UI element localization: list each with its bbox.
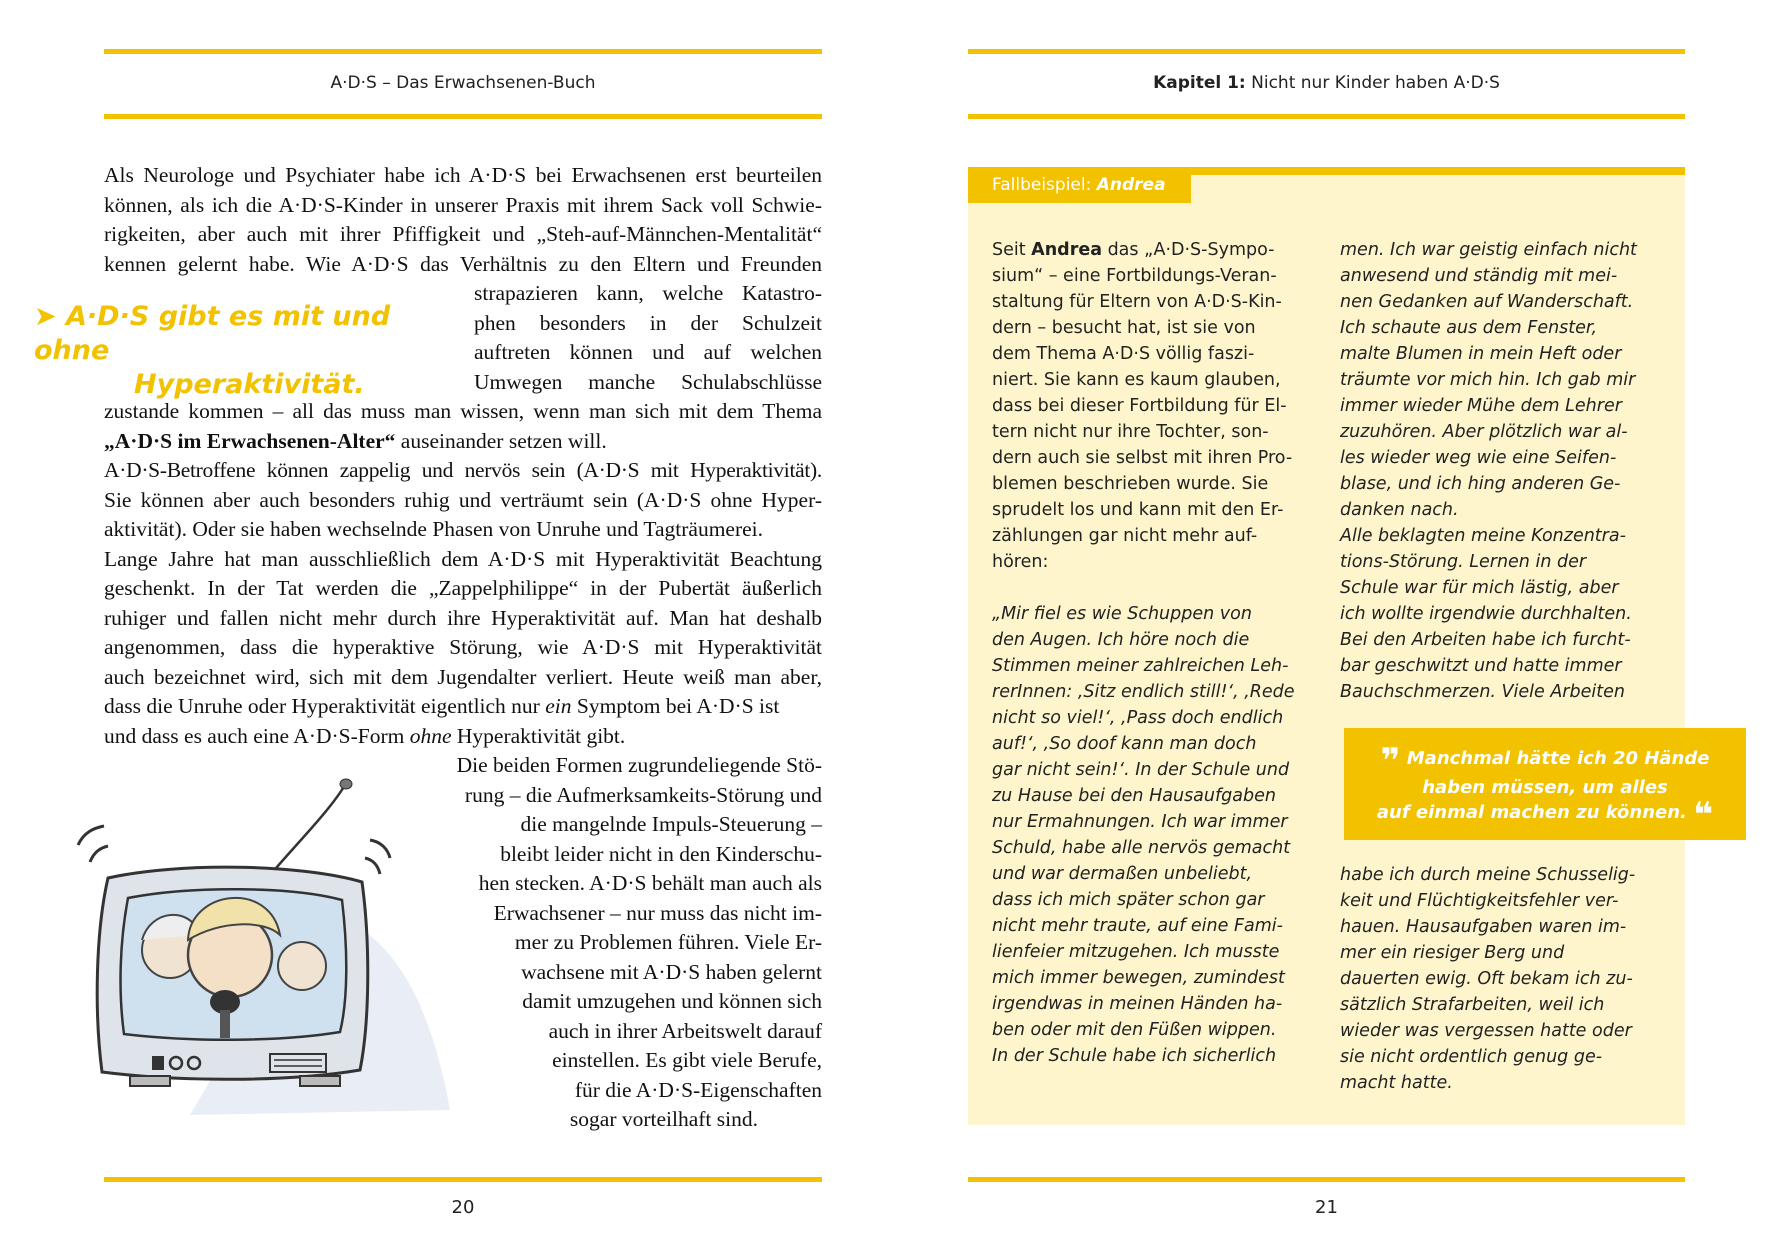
text-line: dern – besucht hat, ist sie von — [992, 318, 1256, 338]
text-line: tern nicht nur ihre Tochter, son- — [992, 422, 1269, 442]
text-line: und war dermaßen unbeliebt, — [992, 864, 1253, 884]
case-study-column-1 — [992, 237, 1322, 1069]
tv-illustration — [70, 770, 460, 1130]
text-line: Bei den Arbeiten habe ich furcht- — [1340, 630, 1631, 650]
text-line: damit umzugehen und können sich — [522, 989, 822, 1013]
text-line: mer zu Problemen führen. Viele Er- — [514, 930, 822, 954]
text-line: nicht mehr traute, auf eine Fami- — [992, 916, 1283, 936]
text-line: Schule war für mich lästig, aber — [1340, 578, 1619, 598]
text-line: geschenkt. In der Tat werden die „Zappelphilippe“ in der Pubertät äußerlich — [104, 576, 822, 600]
text-line: danken nach. — [1340, 500, 1459, 520]
text-line: hauen. Hausaufgaben waren im- — [1340, 917, 1627, 937]
text-line: auch bezeichnet wird, sich mit dem Jugendalter verliert. Heute weiß man aber, — [104, 664, 822, 689]
text-line: die mangelnde Impuls-Steuerung – — [520, 812, 822, 836]
case-study-tab: Fallbeispiel: Andrea — [968, 167, 1191, 203]
text-line: können, als ich die A·D·S-Kinder in unserer Praxis mit ihrem Sack voll Schwie- — [104, 192, 822, 217]
text-line: bar geschwitzt und hatte immer — [1340, 656, 1622, 676]
text-line: hören: — [992, 552, 1049, 572]
text-line: tions-Störung. Lernen in der — [1340, 552, 1587, 572]
text-line: zustande kommen – all das muss man wissen, wenn man sich mit dem Thema — [104, 399, 822, 423]
left-page-number: 20 — [451, 1197, 475, 1218]
text-line: sie nicht ordentlich genug ge- — [1340, 1047, 1603, 1067]
text-line: Lange Jahre hat man ausschließlich dem A·D·S mit Hyperaktivität Beachtung — [104, 546, 822, 571]
text-line: bleibt leider nicht in den Kinderschu- — [500, 841, 822, 866]
text-line: malte Blumen in mein Heft oder — [1340, 344, 1622, 364]
text-line: auch in ihrer Arbeitswelt darauf — [548, 1018, 822, 1043]
text-line: dauerten ewig. Oft bekam ich zu- — [1340, 969, 1633, 989]
text-line: Als Neurologe und Psychiater habe ich A·D·S bei Erwachsenen erst beurteilen — [104, 163, 822, 187]
text-line: Erwachsener – nur muss das nicht im- — [493, 900, 822, 925]
text-line: einstellen. Es gibt viele Berufe, — [552, 1048, 822, 1072]
text-line: Die beiden Formen zugrundeliegende Stö- — [456, 753, 822, 777]
text-line: mer ein riesiger Berg und — [1340, 943, 1565, 963]
text-line: träumte vor mich hin. Ich gab mir — [1340, 370, 1636, 390]
text-line: Sie können aber auch besonders ruhig und verträumt sein (A·D·S ohne Hyper- — [104, 487, 822, 512]
text-line: blemen beschrieben wurde. Sie — [992, 474, 1269, 494]
left-footer-rule — [104, 1177, 822, 1182]
pull-quote: ➤ A·D·S gibt es mit und ohne Hyperaktivität. — [34, 301, 391, 400]
text-line: sätzlich Strafarbeiten, weil ich — [1340, 995, 1605, 1015]
text-line: sium“ – eine Fortbildungs-Veran- — [992, 266, 1277, 286]
text-line: niert. Sie kann es kaum glauben, — [992, 370, 1281, 390]
left-top-rule — [104, 49, 822, 54]
left-running-header: A·D·S – Das Erwachsenen-Buch — [330, 73, 596, 93]
text-line: ich wollte irgendwie durchhalten. — [1340, 604, 1632, 624]
text-line: dass die Unruhe oder Hyperaktivität eigentlich nur ein Symptom bei A·D·S ist — [104, 694, 780, 718]
close-quote-icon: ❝ — [1693, 795, 1714, 835]
case-study-column-2-continued — [1340, 862, 1670, 1096]
text-line: nen Gedanken auf Wanderschaft. — [1340, 292, 1634, 312]
text-line: les wieder weg wie eine Seifen- — [1340, 448, 1617, 468]
text-line: blase, und ich hing anderen Ge- — [1340, 474, 1621, 494]
text-line: strapazieren kann, welche Katastro- — [474, 281, 822, 305]
left-header-rule — [104, 114, 822, 119]
text-line: Alle beklagten meine Konzentra- — [1340, 526, 1626, 546]
right-header-rule — [968, 114, 1685, 119]
text-line: Stimmen meiner zahlreichen Leh- — [992, 656, 1289, 676]
text-line: In der Schule habe ich sicherlich — [992, 1046, 1277, 1066]
text-line: Seit Andrea das „A·D·S-Sympo- — [992, 240, 1275, 260]
text-line: staltung für Eltern von A·D·S-Kin- — [992, 292, 1282, 312]
emphasis-title: „A·D·S im Erwachsenen-Alter“ — [104, 428, 396, 453]
text-line: dass ich mich später schon gar — [992, 890, 1265, 910]
arrow-right-icon: ➤ — [34, 301, 57, 332]
text-line: kennen gelernt habe. Wie A·D·S das Verhältnis zu den Eltern und Freunden — [104, 251, 822, 276]
text-line: nur Ermahnungen. Ich war immer — [992, 812, 1288, 832]
text-line: sprudelt los und kann mit den Er- — [992, 500, 1284, 520]
case-study-column-2 — [1340, 237, 1670, 705]
right-running-header: Kapitel 1: Nicht nur Kinder haben A·D·S — [1153, 73, 1500, 93]
text-line: hen stecken. A·D·S behält man auch als — [478, 871, 822, 895]
text-line: A·D·S-Betroffene können zappelig und nervös sein (A·D·S mit Hyperaktivität). — [104, 458, 822, 482]
text-line: dem Thema A·D·S völlig faszi- — [992, 344, 1255, 364]
text-line: immer wieder Mühe dem Lehrer — [1340, 396, 1622, 416]
text-line: lienfeier mitzugehen. Ich musste — [992, 942, 1280, 962]
text-line: „A·D·S im Erwachsenen-Alter“ auseinander setzen will. — [104, 428, 607, 453]
text-line: „Mir fiel es wie Schuppen von — [992, 604, 1252, 624]
text-line: auf!‘, ‚So doof kann man doch — [992, 734, 1257, 754]
text-line: auftreten können und auf welchen — [474, 340, 822, 364]
text-line: macht hatte. — [1340, 1073, 1453, 1093]
text-line: ben oder mit den Füßen wippen. — [992, 1020, 1277, 1040]
text-line: keit und Flüchtigkeitsfehler ver- — [1340, 891, 1619, 911]
text-line: für die A·D·S-Eigenschaften — [574, 1077, 822, 1102]
text-line: sogar vorteilhaft sind. — [569, 1107, 758, 1131]
text-line: angenommen, dass die hyperaktive Störung, wie A·D·S mit Hyperaktivität — [104, 635, 822, 659]
text-line: anwesend und ständig mit mei- — [1340, 266, 1618, 286]
text-line: wachsene mit A·D·S haben gelernt — [521, 959, 822, 984]
text-line: rung – die Aufmerksamkeits-Störung und — [464, 782, 822, 807]
text-line: dass bei dieser Fortbildung für El- — [992, 396, 1287, 416]
text-line: den Augen. Ich höre noch die — [992, 630, 1250, 650]
text-line: irgendwas in meinen Händen ha- — [992, 994, 1283, 1014]
right-top-rule — [968, 49, 1685, 54]
text-line: Bauchschmerzen. Viele Arbeiten — [1340, 682, 1625, 702]
text-line: dern auch sie selbst mit ihren Pro- — [992, 448, 1293, 468]
text-line: ruhiger und fallen nicht mehr durch ihre Hyperaktivität auf. Man hat deshalb — [104, 605, 822, 630]
text-line: men. Ich war geistig einfach nicht — [1340, 240, 1637, 260]
text-line: und dass es auch eine A·D·S-Form ohne Hyperaktivität gibt. — [104, 723, 626, 748]
right-page-number: 21 — [1315, 1197, 1338, 1218]
text-line: aktivität). Oder sie haben wechselnde Phasen von Unruhe und Tagträumerei. — [104, 517, 764, 541]
text-line: gar nicht sein!‘. In der Schule und — [992, 760, 1290, 780]
text-line: Umwegen manche Schulabschlüsse — [474, 369, 822, 394]
text-line: zählungen gar nicht mehr auf- — [992, 526, 1258, 546]
highlight-quote: ❞ Manchmal hätte ich 20 Hände haben müssen, um alles auf einmal machen zu können. ❝ — [1344, 728, 1746, 840]
text-line: zuzuhören. Aber plötzlich war al- — [1340, 422, 1628, 442]
text-line: rerInnen: ‚Sitz endlich still!‘, ‚Rede — [992, 682, 1295, 702]
text-line: habe ich durch meine Schusselig- — [1340, 865, 1636, 885]
blank-line — [992, 575, 1322, 601]
text-line: nicht so viel!‘, ‚Pass doch endlich — [992, 708, 1284, 728]
text-line: Schuld, habe alle nervös gemacht — [992, 838, 1291, 858]
text-line: zu Hause bei den Hausaufgaben — [992, 786, 1276, 806]
right-footer-rule — [968, 1177, 1685, 1182]
text-line: mich immer bewegen, zumindest — [992, 968, 1285, 988]
text-line: phen besonders in der Schulzeit — [474, 310, 822, 335]
open-quote-icon: ❞ — [1380, 741, 1401, 781]
text-line: rigkeiten, aber auch mit ihrer Pfiffigkeit und „Steh-auf-Männchen-Mentalität“ — [104, 222, 822, 246]
text-line: wieder was vergessen hatte oder — [1340, 1021, 1632, 1041]
text-line: Ich schaute aus dem Fenster, — [1340, 318, 1598, 338]
